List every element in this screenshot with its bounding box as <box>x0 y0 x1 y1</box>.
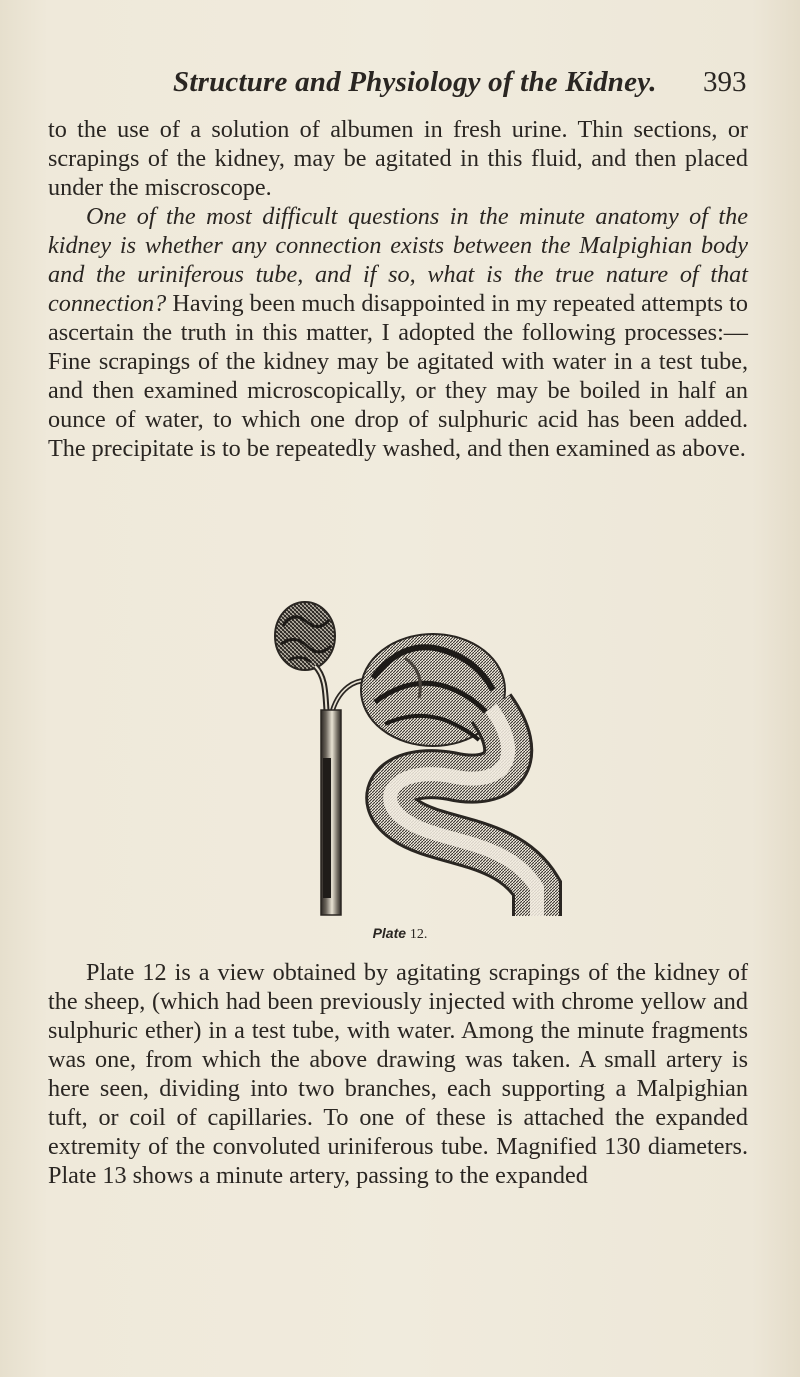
figure-caption <box>0 925 800 943</box>
paragraph-1: to the use of a solution of albumen in fresh urine. Thin sections, or scrapings of the kidney, may be agitated in this fluid, and then placed under the miscroscope. <box>48 116 748 201</box>
caption-label: Plate <box>372 925 407 941</box>
page-header <box>0 66 800 106</box>
paragraph-2-text: Having been much disappointed in my repeated attempts to ascertain the truth in this matter, I adopted the following processes:—Fine scrapings of the kidney may be agitated with water in a test tube, and then examined microscopically, or they may be boiled in half an ounce of water, to which one drop of sulphuric acid has been added. The precipitate is to be repeatedly washed, and then examined as above. <box>48 290 748 462</box>
paragraph-2 <box>48 202 748 463</box>
caption-number: 12. <box>409 927 428 942</box>
malpighian-tuft-small <box>275 602 335 670</box>
running-head: Structure and Physiology of the Kidney. <box>173 66 657 98</box>
paragraph-3: Plate 12 is a view obtained by agitating scrapings of the kidney of the sheep, (which had been previously injected with chrome yellow and sulphuric ether) in a test tube, with water. Among the minute fragments was one, from which the above drawing was taken. A small artery is here seen, dividing into two branches, each supporting a Malpighian tuft, or coil of capillaries. To one of these is attached the expanded extremity of the convoluted uriniferous tube. Magnified 130 diameters. Plate 13 shows a minute artery, passing to the expanded <box>48 959 748 1189</box>
page-number: 393 <box>703 66 747 98</box>
body-text-top <box>48 115 748 463</box>
paragraph-2-italic-question: One of the most difficult questions in the minute anatomy of the kidney is whether any connection exists between the Malpighian body and the uriniferous tube, and if so, what is the true nature of that connection? <box>48 203 748 317</box>
body-text-bottom <box>48 958 748 1190</box>
small-artery <box>321 710 341 915</box>
plate-12-illustration <box>255 598 605 923</box>
